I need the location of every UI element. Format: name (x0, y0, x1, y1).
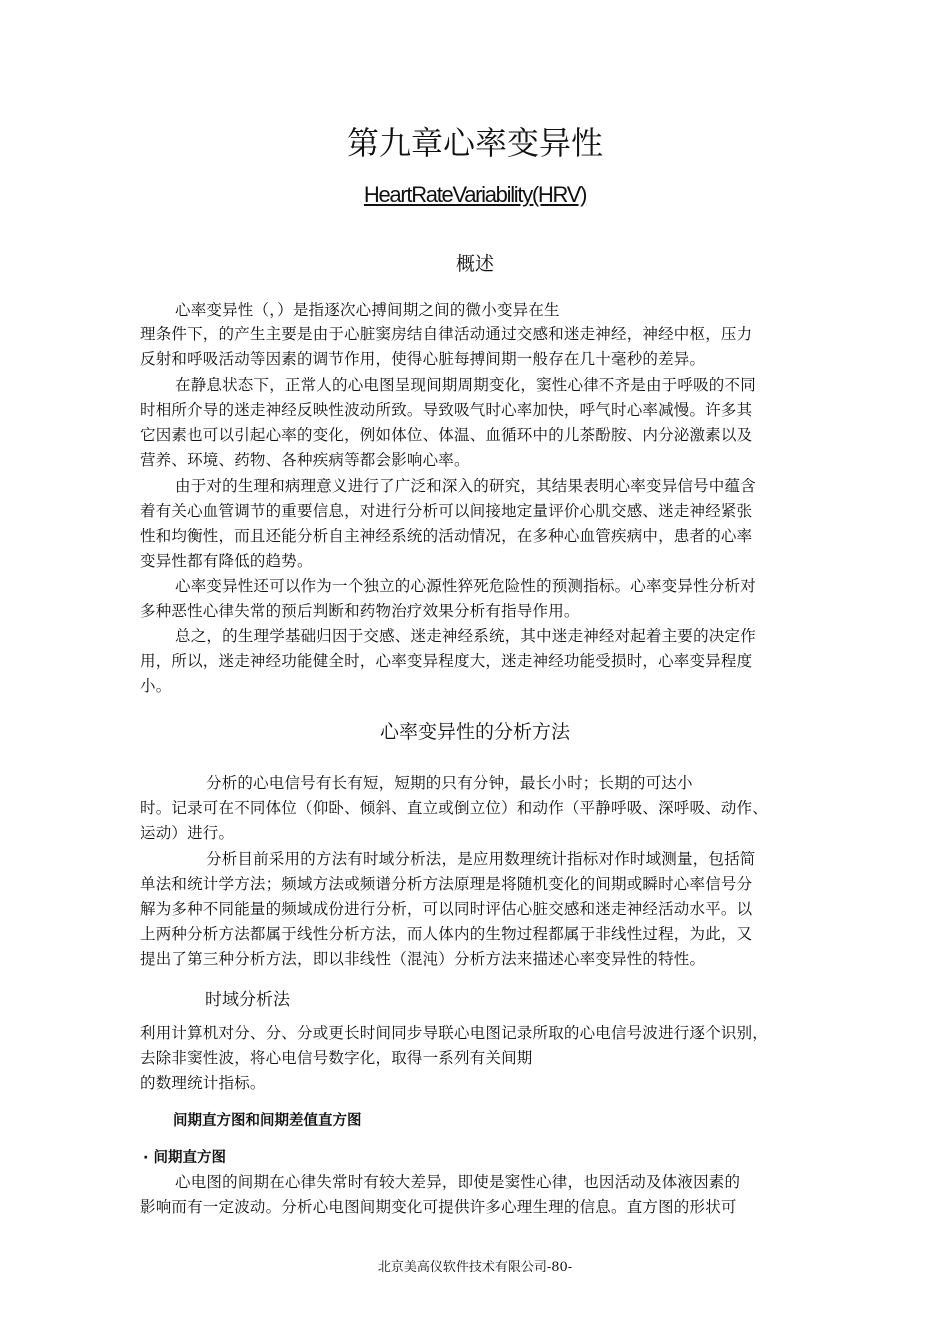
paragraph-line: 利用计算机对分、分、分或更长时间同步导联心电图记录所取的心电信号波进行逐个识别， (140, 1024, 769, 1042)
paragraph-line: 心率变异性（，）是指逐次心搏间期之间的微小变异在生 (175, 301, 560, 319)
section-heading-time-domain: 时域分析法 (205, 990, 290, 1010)
paragraph-line: 用，所以，迷走神经功能健全时，心率变异程度大，迷走神经功能受损时，心率变异程度 (140, 652, 753, 670)
paragraph-line: 小。 (140, 677, 172, 695)
paragraph-line: 上两种分析方法都属于线性分析方法，而人体内的生物过程都属于非线性过程，为此，又 (140, 925, 753, 943)
paragraph-line: 解为多种不同能量的频域成份进行分析，可以同时评估心脏交感和迷走神经活动水平。以 (140, 900, 753, 918)
paragraph-line: 分析的心电信号有长有短，短期的只有分钟，最长小时；长期的可达小 (206, 774, 693, 792)
paragraph-line: 它因素也可以引起心率的变化，例如体位、体温、血循环中的儿茶酚胺、内分泌激素以及 (140, 426, 753, 444)
paragraph-line: 在静息状态下，正常人的心电图呈现间期周期变化，窦性心律不齐是由于呼吸的不同 (175, 376, 756, 394)
paragraph-line: 理条件下，的产生主要是由于心脏窦房结自律活动通过交感和迷走神经，神经中枢，压力 (140, 325, 753, 343)
paragraph-line: 的数理统计指标。 (140, 1074, 266, 1092)
paragraph-line: 性和均衡性，而且还能分析自主神经系统的活动情况，在多种心血管疾病中，患者的心率 (140, 527, 753, 545)
paragraph-line: 时相所介导的迷走神经反映性波动所致。导致吸气时心率加快，呼气时心率减慢。许多其 (140, 401, 753, 419)
paragraph-line: 时。记录可在不同体位（仰卧、倾斜、直立或倒立位）和动作（平静呼吸、深呼吸、动作、 (140, 799, 769, 817)
paragraph-line: 影响而有一定波动。分析心电图间期变化可提供许多心理生理的信息。直方图的形状可 (140, 1198, 737, 1216)
paragraph-line: 运动）进行。 (140, 824, 235, 842)
page-footer: 北京美高仪软件技术有限公司-80- (377, 1260, 573, 1275)
paragraph-line: 心电图的间期在心律失常时有较大差异，即使是窦性心律，也因活动及体液因素的 (175, 1173, 741, 1191)
paragraph-line: 心率变异性还可以作为一个独立的心源性猝死危险性的预测指标。心率变异性分析对 (175, 577, 756, 595)
paragraph-line: 营养、环境、药物、各种疾病等都会影响心率。 (140, 451, 470, 469)
paragraph-line: 变异性都有降低的趋势。 (140, 552, 313, 570)
paragraph-line: 由于对的生理和病理意义进行了广泛和深入的研究，其结果表明心率变异信号中蕴含 (175, 477, 756, 495)
section-heading-overview: 概述 (455, 253, 494, 275)
paragraph-line: 单法和统计学方法；频域方法或频谱分析方法原理是将随机变化的间期或瞬时心率信号分 (140, 875, 753, 893)
paragraph-line: 反射和呼吸活动等因素的调节作用，使得心脏每搏间期一般存在几十毫秒的差异。 (140, 350, 706, 368)
page-title: 第九章心率变异性 (346, 124, 603, 162)
paragraph-line: 多种恶性心律失常的预后判断和药物治疗效果分析有指导作用。 (140, 602, 580, 620)
paragraph-line: 提出了第三种分析方法，即以非线性（混沌）分析方法来描述心率变异性的特性。 (140, 950, 706, 968)
paragraph-line: 总之，的生理学基础归因于交感、迷走神经系统，其中迷走神经对起着主要的决定作 (175, 627, 756, 645)
paragraph-line: 着有关心血管调节的重要信息，对进行分析可以间接地定量评价心肌交感、迷走神经紧张 (140, 502, 753, 520)
paragraph-line: 分析目前采用的方法有时域分析法，是应用数理统计指标对作时域测量，包括简 (206, 850, 756, 868)
section-heading-methods: 心率变异性的分析方法 (379, 721, 570, 743)
subsection-heading-rr-histogram: · 间期直方图 (143, 1150, 227, 1166)
section-heading-histogram: 间期直方图和间期差值直方图 (173, 1113, 362, 1129)
paragraph-line: 去除非窦性波，将心电信号数字化，取得一系列有关间期 (140, 1049, 533, 1067)
page-subtitle: HeartRateVariability(HRV) (363, 182, 587, 207)
